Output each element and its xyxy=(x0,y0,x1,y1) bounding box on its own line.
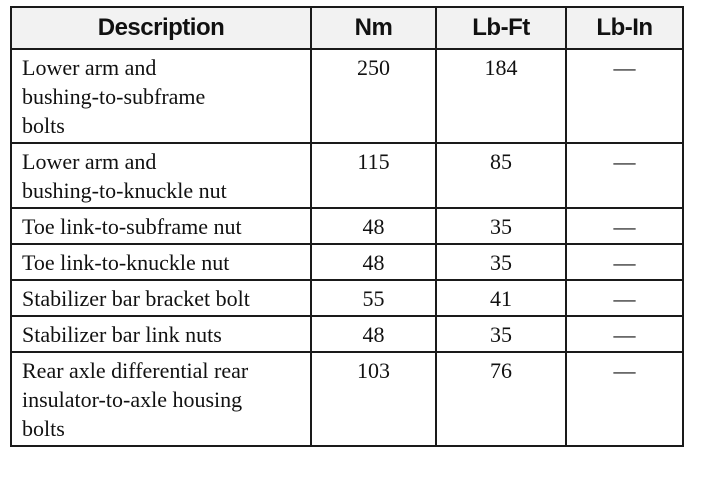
table-row xyxy=(11,49,683,143)
cell-description xyxy=(11,280,311,316)
cell-lb-ft: 85 xyxy=(436,143,566,208)
torque-specification-table xyxy=(10,6,684,447)
description-line: Toe link-to-knuckle nut xyxy=(22,250,230,275)
description-line: bolts xyxy=(22,416,65,441)
cell-lb-in: — xyxy=(566,316,683,352)
cell-description xyxy=(11,316,311,352)
description-line: bushing-to-knuckle nut xyxy=(22,178,227,203)
cell-lb-in: — xyxy=(566,143,683,208)
cell-nm: 48 xyxy=(311,244,436,280)
table-row xyxy=(11,352,683,446)
table-header xyxy=(11,7,683,49)
header-nm: Nm xyxy=(311,7,436,49)
description-line: bushing-to-subframe xyxy=(22,84,206,109)
description-line: Stabilizer bar bracket bolt xyxy=(22,286,250,311)
cell-lb-ft: 35 xyxy=(436,244,566,280)
cell-nm: 103 xyxy=(311,352,436,446)
description-line: Rear axle differential rear xyxy=(22,358,249,383)
cell-nm: 55 xyxy=(311,280,436,316)
description-line: Toe link-to-subframe nut xyxy=(22,214,242,239)
cell-description xyxy=(11,208,311,244)
cell-description xyxy=(11,143,311,208)
cell-description xyxy=(11,352,311,446)
table-row xyxy=(11,280,683,316)
cell-nm: 48 xyxy=(311,316,436,352)
cell-description xyxy=(11,49,311,143)
cell-lb-in: — xyxy=(566,244,683,280)
cell-lb-in: — xyxy=(566,352,683,446)
cell-lb-in: — xyxy=(566,208,683,244)
cell-lb-ft: 35 xyxy=(436,316,566,352)
header-row xyxy=(11,7,683,49)
cell-lb-in: — xyxy=(566,49,683,143)
table-body xyxy=(11,49,683,446)
cell-lb-in: — xyxy=(566,280,683,316)
cell-nm: 115 xyxy=(311,143,436,208)
cell-description xyxy=(11,244,311,280)
header-description: Description xyxy=(11,7,311,49)
cell-lb-ft: 35 xyxy=(436,208,566,244)
table-row xyxy=(11,316,683,352)
table-row xyxy=(11,208,683,244)
cell-lb-ft: 41 xyxy=(436,280,566,316)
table-row xyxy=(11,143,683,208)
header-lb-ft: Lb-Ft xyxy=(436,7,566,49)
description-line: Lower arm and xyxy=(22,55,157,80)
description-line: bolts xyxy=(22,113,65,138)
cell-lb-ft: 76 xyxy=(436,352,566,446)
description-line: Lower arm and xyxy=(22,149,157,174)
table-row xyxy=(11,244,683,280)
description-line: Stabilizer bar link nuts xyxy=(22,322,222,347)
torque-specification-table-container xyxy=(10,6,682,447)
cell-lb-ft: 184 xyxy=(436,49,566,143)
header-lb-in: Lb-In xyxy=(566,7,683,49)
description-line: insulator-to-axle housing xyxy=(22,387,243,412)
cell-nm: 48 xyxy=(311,208,436,244)
cell-nm: 250 xyxy=(311,49,436,143)
